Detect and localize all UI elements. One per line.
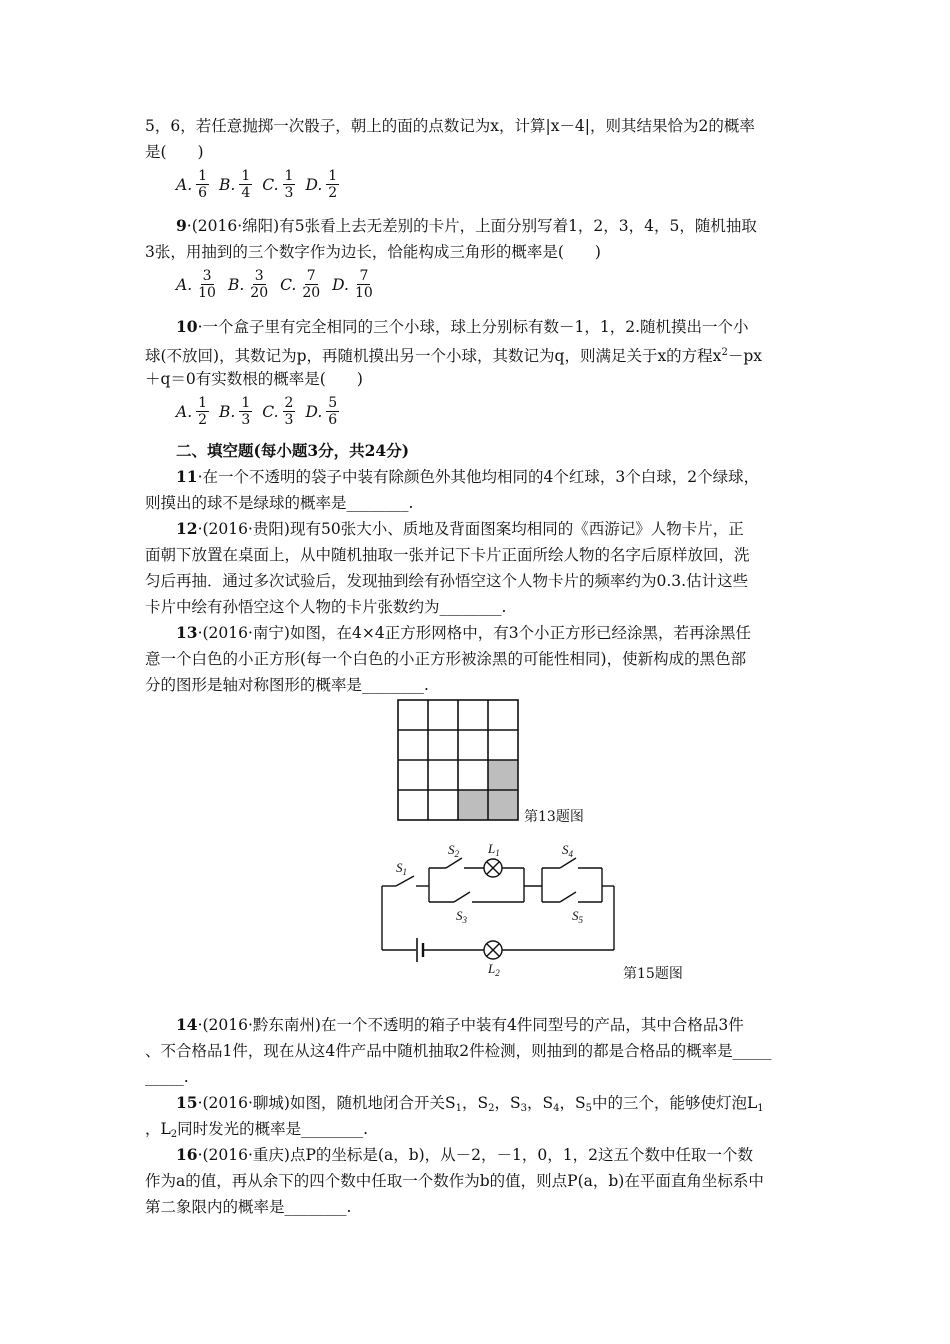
q9-line-2: 3张，用抽到的三个数字作为边长，恰能构成三角形的概率是( ) <box>145 243 601 261</box>
q8-line-2: 是( ) <box>145 143 204 161</box>
q9-options <box>176 268 377 301</box>
q16-line-2: 作为a的值，再从余下的四个数中任取一个数作为b的值，则点P(a，b)在平面直角坐标系中 <box>145 1172 764 1190</box>
figure-13-grid <box>396 698 520 822</box>
label-l1: $L_1$ <box>488 841 500 858</box>
fraction: $\frac{3}{20}$ <box>250 268 269 301</box>
q13-line-2: 意一个白色的小正方形(每一个白色的小正方形被涂黑的可能性相同)，使新构成的黑色部 <box>145 650 747 668</box>
label-s4: $S_4$ <box>562 842 573 859</box>
q14-line-1: 14·(2016·黔东南州)在一个不透明的箱子中装有4件同型号的产品，其中合格品3件 <box>176 1015 744 1034</box>
q16-line-3: 第二象限内的概率是________. <box>145 1198 352 1216</box>
fraction: $\frac{1}{6}$ <box>198 168 208 201</box>
label-s2: $S_2$ <box>448 842 459 859</box>
q8-option-c[interactable]: C. $\frac{1}{3}$ <box>262 168 294 201</box>
q12-line-1: 12·(2016·贵阳)现有50张大小、质地及背面图案均相同的《西游记》人物卡片，正 <box>176 519 744 538</box>
q9-option-a[interactable]: A. $\frac{3}{10}$ <box>176 268 216 301</box>
q13-line-3: 分的图形是轴对称图形的概率是________. <box>145 676 429 694</box>
q10-option-d[interactable]: D. $\frac{5}{6}$ <box>305 395 338 428</box>
figure-15-caption: 第15题图 <box>623 966 683 982</box>
q8-line-1: 5，6，若任意抛掷一次骰子，朝上的面的点数记为x，计算|x－4|，则其结果恰为2的概率 <box>145 117 755 135</box>
q14-line-2: 、不合格品1件，现在从这4件产品中随机抽取2件检测，则抽到的都是合格品的概率是_____ <box>145 1042 772 1060</box>
q10-line-3: ＋q＝0有实数根的概率是( ) <box>145 370 363 388</box>
fraction: $\frac{1}{2}$ <box>328 168 338 201</box>
label-s3: $S_3$ <box>456 908 467 925</box>
q15-line-1: 15·(2016·聊城)如图，随机地闭合开关$S_1$，$S_2$，$S_3$，$S_4$，$S_5$中的三个，能够使灯泡$L_1$ <box>176 1093 764 1114</box>
q12-line-2: 面朝下放置在桌面上，从中随机抽取一张并记下卡片正面所绘人物的名字后原样放回，洗 <box>145 546 750 564</box>
q13-line-1: 13·(2016·南宁)如图，在4×4正方形网格中，有3个小正方形已经涂黑，若再涂黑任 <box>176 623 752 642</box>
fraction: $\frac{7}{20}$ <box>302 268 321 301</box>
fraction: $\frac{1}{3}$ <box>284 168 294 201</box>
section-title: 二、填空题(每小题3分，共24分) <box>176 441 410 460</box>
fraction: $\frac{3}{10}$ <box>198 268 216 301</box>
q10-option-a[interactable]: A. $\frac{1}{2}$ <box>176 395 208 428</box>
fraction: $\frac{1}{4}$ <box>241 168 251 201</box>
fraction: $\frac{5}{6}$ <box>328 395 338 428</box>
fraction: $\frac{1}{2}$ <box>198 395 208 428</box>
shaded-cell <box>488 760 518 790</box>
q8-option-d[interactable]: D. $\frac{1}{2}$ <box>305 168 338 201</box>
q15-line-2: ，$L_2$同时发光的概率是________. <box>145 1120 369 1140</box>
q10-options <box>176 395 341 428</box>
q9-option-b[interactable]: B. $\frac{3}{20}$ <box>227 268 269 301</box>
q11-line-2: 则摸出的球不是绿球的概率是________. <box>145 494 414 512</box>
q9-option-d[interactable]: D. $\frac{7}{10}$ <box>332 268 373 301</box>
q12-line-4: 卡片中绘有孙悟空这个人物的卡片张数约为________. <box>145 598 507 616</box>
q12-line-3: 匀后再抽．通过多次试验后，发现抽到绘有孙悟空这个人物卡片的频率约为0.3.估计这些 <box>145 572 749 590</box>
fraction: $\frac{7}{10}$ <box>354 268 373 301</box>
label-l2: $L_2$ <box>488 961 500 978</box>
q9-option-c[interactable]: C. $\frac{7}{20}$ <box>280 268 321 301</box>
q8-options <box>176 168 341 201</box>
q14-line-3: _____. <box>145 1068 189 1086</box>
shaded-cell <box>458 790 488 820</box>
fraction: $\frac{1}{3}$ <box>241 395 251 428</box>
q10-line-1: 10·一个盒子里有完全相同的三个小球，球上分别标有数－1，1，2.随机摸出一个小 <box>176 317 749 336</box>
shaded-cell <box>488 790 518 820</box>
figure-15-circuit <box>374 838 624 978</box>
figure-13-caption: 第13题图 <box>524 809 584 825</box>
label-s1: $S_1$ <box>396 860 407 877</box>
label-s5: $S_5$ <box>572 908 583 925</box>
q11-line-1: 11·在一个不透明的袋子中装有除颜色外其他均相同的4个红球，3个白球，2个绿球， <box>176 467 760 486</box>
q10-option-b[interactable]: B. $\frac{1}{3}$ <box>219 395 251 428</box>
q16-line-1: 16·(2016·重庆)点P的坐标是(a，b)，从－2，－1，0，1，2这五个数中任取一个数 <box>176 1145 753 1164</box>
q9-line-1: 9·(2016·绵阳)有5张看上去无差别的卡片，上面分别写着1，2，3，4，5，随机抽取 <box>176 216 757 235</box>
q10-line-2: 球(不放回)，其数记为p，再随机摸出另一个小球，其数记为q，则满足关于x的方程$x^2-px$ <box>145 347 762 365</box>
fraction: $\frac{2}{3}$ <box>284 395 294 428</box>
q10-option-c[interactable]: C. $\frac{2}{3}$ <box>262 395 294 428</box>
q8-option-a[interactable]: A. $\frac{1}{6}$ <box>176 168 208 201</box>
q8-option-b[interactable]: B. $\frac{1}{4}$ <box>219 168 251 201</box>
